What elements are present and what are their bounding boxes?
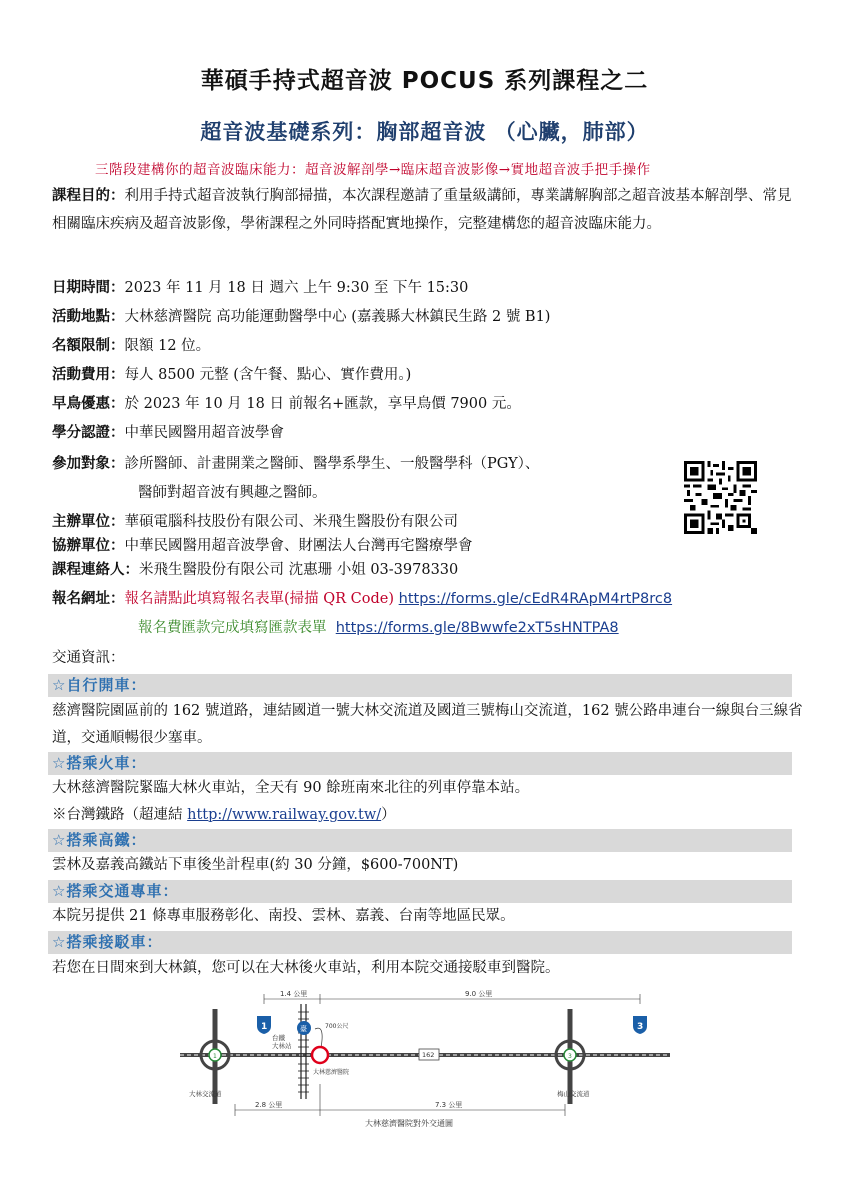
svg-text:3: 3 (568, 1053, 572, 1060)
organizer-row (52, 509, 458, 535)
organizer-label: 主辦單位： (52, 514, 125, 530)
audience-line-2: 醫師對超音波有興趣之醫師。 (138, 485, 327, 501)
left-interchange-label: 大林交流道 (189, 1090, 222, 1098)
transport-hsr-text: 雲林及嘉義高鐵站下車後坐計程車(約 30 分鐘，$600-700NT) (52, 857, 459, 873)
info-value: 於 2023 年 10 月 18 日 前報名+匯款，享早鳥價 7900 元。 (124, 396, 521, 412)
distance-label: 2.8 公里 (255, 1101, 283, 1109)
info-credit (52, 420, 284, 446)
registration-form-url[interactable]: https://forms.gle/cEdR4RApM4rtP8rc8 (398, 591, 673, 607)
info-value: 中華民國醫用超音波學會 (124, 425, 284, 441)
railway-row (52, 802, 396, 828)
traffic-map (175, 984, 675, 1134)
registration-form-link-text[interactable]: 報名請點此填寫報名表單(掃描 QR Code) (124, 591, 395, 607)
hospital-label: 大林慈濟醫院 (313, 1069, 350, 1076)
info-label: 早鳥優惠： (52, 396, 125, 412)
info-value: 2023 年 11 月 18 日 週六 上午 9:30 至 下午 15:30 (124, 280, 469, 296)
payment-form-url[interactable]: https://forms.gle/8Bwwfe2xT5sHNTPA8 (335, 620, 619, 636)
contact-text: 米飛生醫股份有限公司 沈惠珊 小姐 03-3978330 (139, 562, 459, 578)
payment-row (138, 615, 619, 641)
info-location (52, 304, 550, 330)
svg-text:1: 1 (213, 1053, 217, 1060)
info-label: 學分認證： (52, 425, 125, 441)
info-fee (52, 362, 411, 388)
coorganizer-row (52, 533, 473, 559)
page-subtitle: 超音波基礎系列：胸部超音波 （心臟，肺部） (200, 120, 649, 144)
svg-text:臺: 臺 (300, 1025, 307, 1033)
walk-distance: 700公尺 (325, 1023, 349, 1030)
info-early-bird (52, 391, 521, 417)
transport-shuttle-bus-text: 本院另提供 21 條專車服務彰化、南投、雲林、嘉義、台南等地區民眾。 (52, 908, 515, 924)
page-title: 華碩手持式超音波 POCUS 系列課程之二 (200, 68, 649, 94)
tagline: 三階段建構你的超音波臨床能力：超音波解剖學→臨床超音波影像→實地超音波手把手操作 (95, 162, 651, 178)
railway-prefix: ※台灣鐵路（超連結 (52, 807, 188, 823)
registration-qr-code[interactable] (684, 461, 757, 534)
hospital-icon (312, 1047, 328, 1063)
info-label: 活動費用： (52, 367, 125, 383)
svg-text:1: 1 (261, 1022, 268, 1032)
info-value: 限額 12 位。 (124, 338, 211, 354)
purpose-text: 利用手持式超音波執行胸部掃描，本次課程邀請了重量級講師，專業講解胸部之超音波基本解剖學、常見相關臨床疾病及超音波影像，學術課程之外同時搭配實地操作，完整建構您的超音波臨床能力。 (52, 188, 792, 232)
transport-train-text: 大林慈濟醫院緊臨大林火車站，全天有 90 餘班南來北往的列車停靠本站。 (52, 780, 530, 796)
svg-text:162: 162 (422, 1051, 435, 1059)
transport-heading-car: ☆自行開車： (48, 674, 792, 697)
audience-line-1: 診所醫師、計畫開業之醫師、醫學系學生、一般醫學科（PGY）、 (124, 456, 540, 472)
info-date (52, 275, 468, 301)
distance-label: 1.4 公里 (280, 990, 308, 998)
transport-label: 交通資訊： (52, 650, 125, 666)
audience-label: 參加對象： (52, 456, 125, 472)
purpose-label: 課程目的： (52, 188, 125, 204)
audience-section (52, 451, 539, 477)
distance-label: 7.3 公里 (435, 1101, 463, 1109)
transport-heading-shuttle-bus: ☆搭乘交通專車： (48, 880, 792, 903)
info-label: 名額限制： (52, 338, 125, 354)
right-interchange-label: 梅山交流道 (557, 1090, 590, 1098)
railway-link[interactable]: http://www.railway.gov.tw/ (187, 807, 382, 823)
railway-suffix: ） (381, 807, 396, 823)
registration-label: 報名網址： (52, 591, 125, 607)
registration-row (52, 586, 672, 612)
organizer-text: 華碩電腦科技股份有限公司、米飛生醫股份有限公司 (124, 514, 458, 530)
info-label: 活動地點： (52, 309, 125, 325)
transport-heading-shuttle: ☆搭乘接駁車： (48, 931, 792, 954)
transport-car-text: 慈濟醫院園區前的 162 號道路，連結國道一號大林交流道及國道三號梅山交流道，162 號公路串連台一線與台三線省道，交通順暢很少塞車。 (52, 703, 803, 746)
contact-row (52, 557, 458, 583)
svg-text:3: 3 (637, 1022, 644, 1032)
transport-heading-hsr: ☆搭乘高鐵： (48, 829, 792, 852)
coorganizer-text: 中華民國醫用超音波學會、財團法人台灣再宅醫療學會 (124, 538, 473, 554)
info-label: 日期時間： (52, 280, 125, 296)
payment-form-link-text[interactable]: 報名費匯款完成填寫匯款表單 (138, 620, 327, 636)
transport-shuttle-text: 若您在日間來到大林鎮，您可以在大林後火車站，利用本院交通接駁車到醫院。 (52, 960, 560, 976)
distance-label: 9.0 公里 (465, 990, 493, 998)
info-capacity (52, 333, 210, 359)
svg-text:大林站: 大林站 (272, 1042, 292, 1050)
info-value: 大林慈濟醫院 高功能運動醫學中心 (嘉義縣大林鎮民生路 2 號 B1) (124, 309, 551, 325)
contact-label: 課程連絡人： (52, 562, 139, 578)
transport-heading-train: ☆搭乘火車： (48, 752, 792, 775)
purpose-section (52, 182, 804, 238)
station-label: 台鐵 (272, 1034, 285, 1042)
coorganizer-label: 協辦單位： (52, 538, 125, 554)
info-value: 每人 8500 元整 (含午餐、點心、實作費用。) (124, 367, 412, 383)
map-caption: 大林慈濟醫院對外交通圖 (365, 1119, 453, 1128)
